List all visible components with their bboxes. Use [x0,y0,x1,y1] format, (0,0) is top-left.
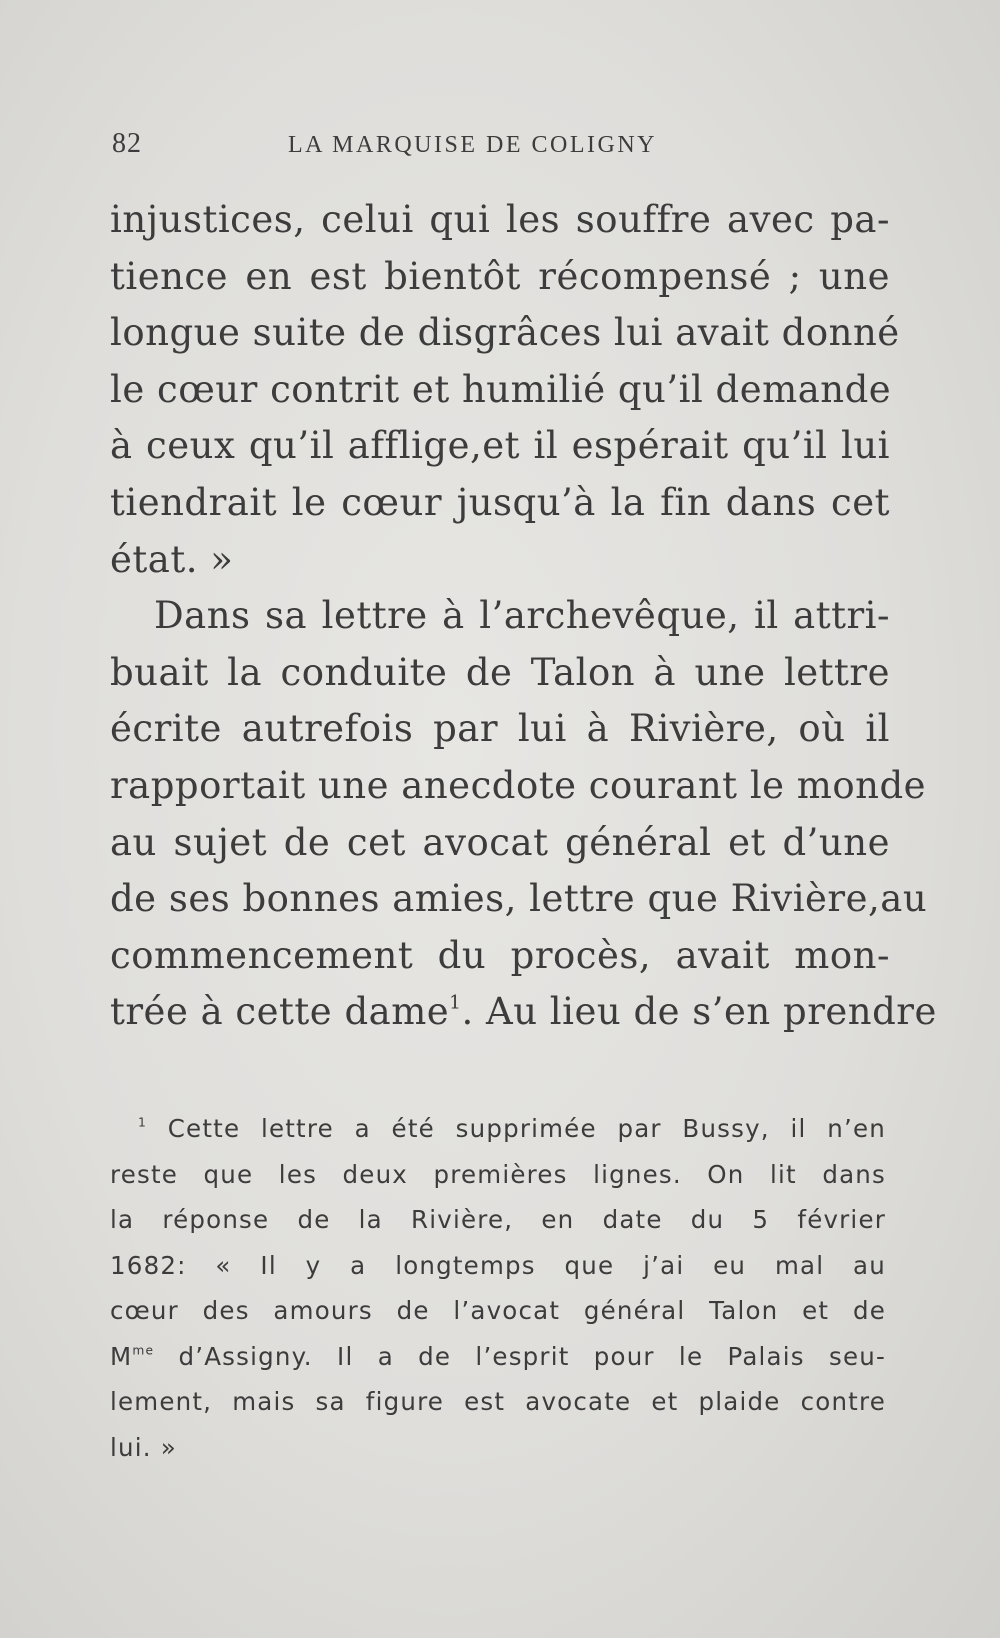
footnote-text: M [110,1341,133,1371]
footnote-text: d’Assigny. Il a de l’esprit pour le Palais seu- [154,1341,886,1371]
text-line: rapportait une anecdote courant le monde [110,763,927,807]
text-line [110,984,937,1041]
text-line: longue suite de disgrâces lui avait donné [110,311,900,355]
running-title: LA MARQUISE DE COLIGNY [288,132,657,158]
footnote-line: 1682: « Il y a longtemps que j’ai eu mal au [110,1250,886,1280]
footnote-line: la réponse de la Rivière, en date du 5 février [110,1205,886,1234]
footnote-text: Cette lettre a été supprimée par Bussy, il n’en [167,1114,886,1143]
text-line: injustices, celui qui les souffre avec pa- [110,198,890,241]
footnote-line [110,1106,886,1152]
text-line: le cœur contrit et humilié qu’il demande [110,367,892,411]
text-line: tiendrait le cœur jusqu’à la fin dans cet [110,480,890,524]
text-line: à ceux qu’il afflige,et il espérait qu’il lui [110,424,890,468]
text-line: de ses bonnes amies, lettre que Rivière,au [110,877,928,921]
page-header [112,128,892,168]
text-line: buait la conduite de Talon à une lettre [110,650,890,694]
footnote-line: lui. » [110,1432,177,1462]
text-fragment: trée à cette dame [110,990,450,1034]
text-line: au sujet de cet avocat général et d’une [110,820,890,864]
footnote-marker: 1 [138,1115,147,1130]
title-abbreviation: me [132,1343,155,1358]
text-line: commencement du procès, avait mon- [110,933,890,977]
footnote-line [110,1334,886,1380]
page-number: 82 [112,128,142,159]
text-line: Dans sa lettre à l’archevêque, il attri- [154,594,890,638]
footnote-line: reste que les deux premières lignes. On lit dans [110,1159,886,1189]
body-text [110,192,937,1041]
text-line: écrite autrefois par lui à Rivière, où il [110,707,890,751]
footnote [110,1106,886,1470]
text-line: état. » [110,537,234,581]
text-fragment: . Au lieu de s’en prendre [461,990,937,1034]
footnote-line: cœur des amours de l’avocat général Talon et de [110,1296,886,1325]
footnote-line: lement, mais sa figure est avocate et plaide contre [110,1387,886,1416]
footnote-reference: 1 [449,992,462,1014]
text-line: tience en est bientôt récompensé ; une [110,254,890,298]
